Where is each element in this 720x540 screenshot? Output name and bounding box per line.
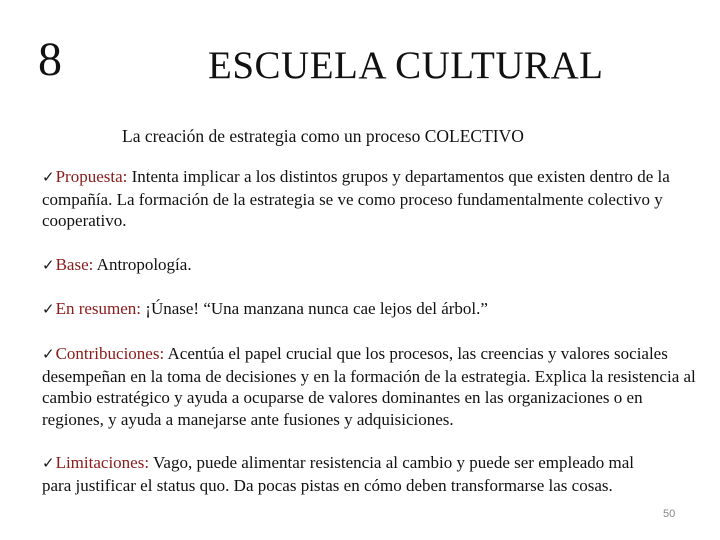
- bullet-item-base: [42, 254, 702, 277]
- slide-subtitle: La creación de estrategia como un proceso COLECTIVO: [122, 126, 524, 146]
- bullet-label: Limitaciones:: [55, 453, 150, 473]
- check-icon: ✓: [42, 344, 55, 363]
- bullet-item-resumen: [42, 298, 702, 321]
- bullet-text: Antropología.: [96, 254, 192, 274]
- bullet-text: ¡Únase! “Una manzana nunca cae lejos del árbol.”: [145, 299, 488, 319]
- bullet-label: Contribuciones:: [55, 343, 165, 363]
- bullet-label: Propuesta:: [55, 167, 128, 186]
- bullet-item-propuesta: [42, 166, 702, 232]
- slide-number: 8: [38, 33, 62, 86]
- bullet-item-limitaciones: [42, 452, 702, 496]
- check-icon: ✓: [42, 300, 55, 319]
- check-icon: ✓: [42, 168, 55, 186]
- bullet-text: Vago, puede alimentar resistencia al cambio y puede ser empleado mal para justificar el status quo. Da pocas pistas en cómo deben transformarse las cosas.: [42, 453, 635, 495]
- bullet-text: Acentúa el papel crucial que los procesos, las creencias y valores sociales desempeñan en la toma de decisiones y en la formación de la estrategia. Explica la resistencia al cambio estratégico y ayuda a ocuparse de valores dominantes en las organizaciones o en regiones, y ayuda a manejarse ante fusiones y adquisiciones.: [42, 343, 696, 429]
- bullet-label: En resumen:: [55, 299, 142, 319]
- bullet-label: Base:: [55, 254, 94, 274]
- page-number: 50: [663, 508, 676, 520]
- slide-title: ESCUELA CULTURAL: [208, 44, 604, 87]
- check-icon: ✓: [42, 454, 55, 473]
- check-icon: ✓: [42, 255, 55, 274]
- bullet-item-contribuciones: [42, 343, 702, 430]
- bullet-text: Intenta implicar a los distintos grupos y departamentos que existen dentro de la compañía. La formación de la estrategia se ve como proceso fundamentalmente colectivo y cooperativo.: [42, 167, 670, 231]
- bullet-list: [42, 166, 702, 497]
